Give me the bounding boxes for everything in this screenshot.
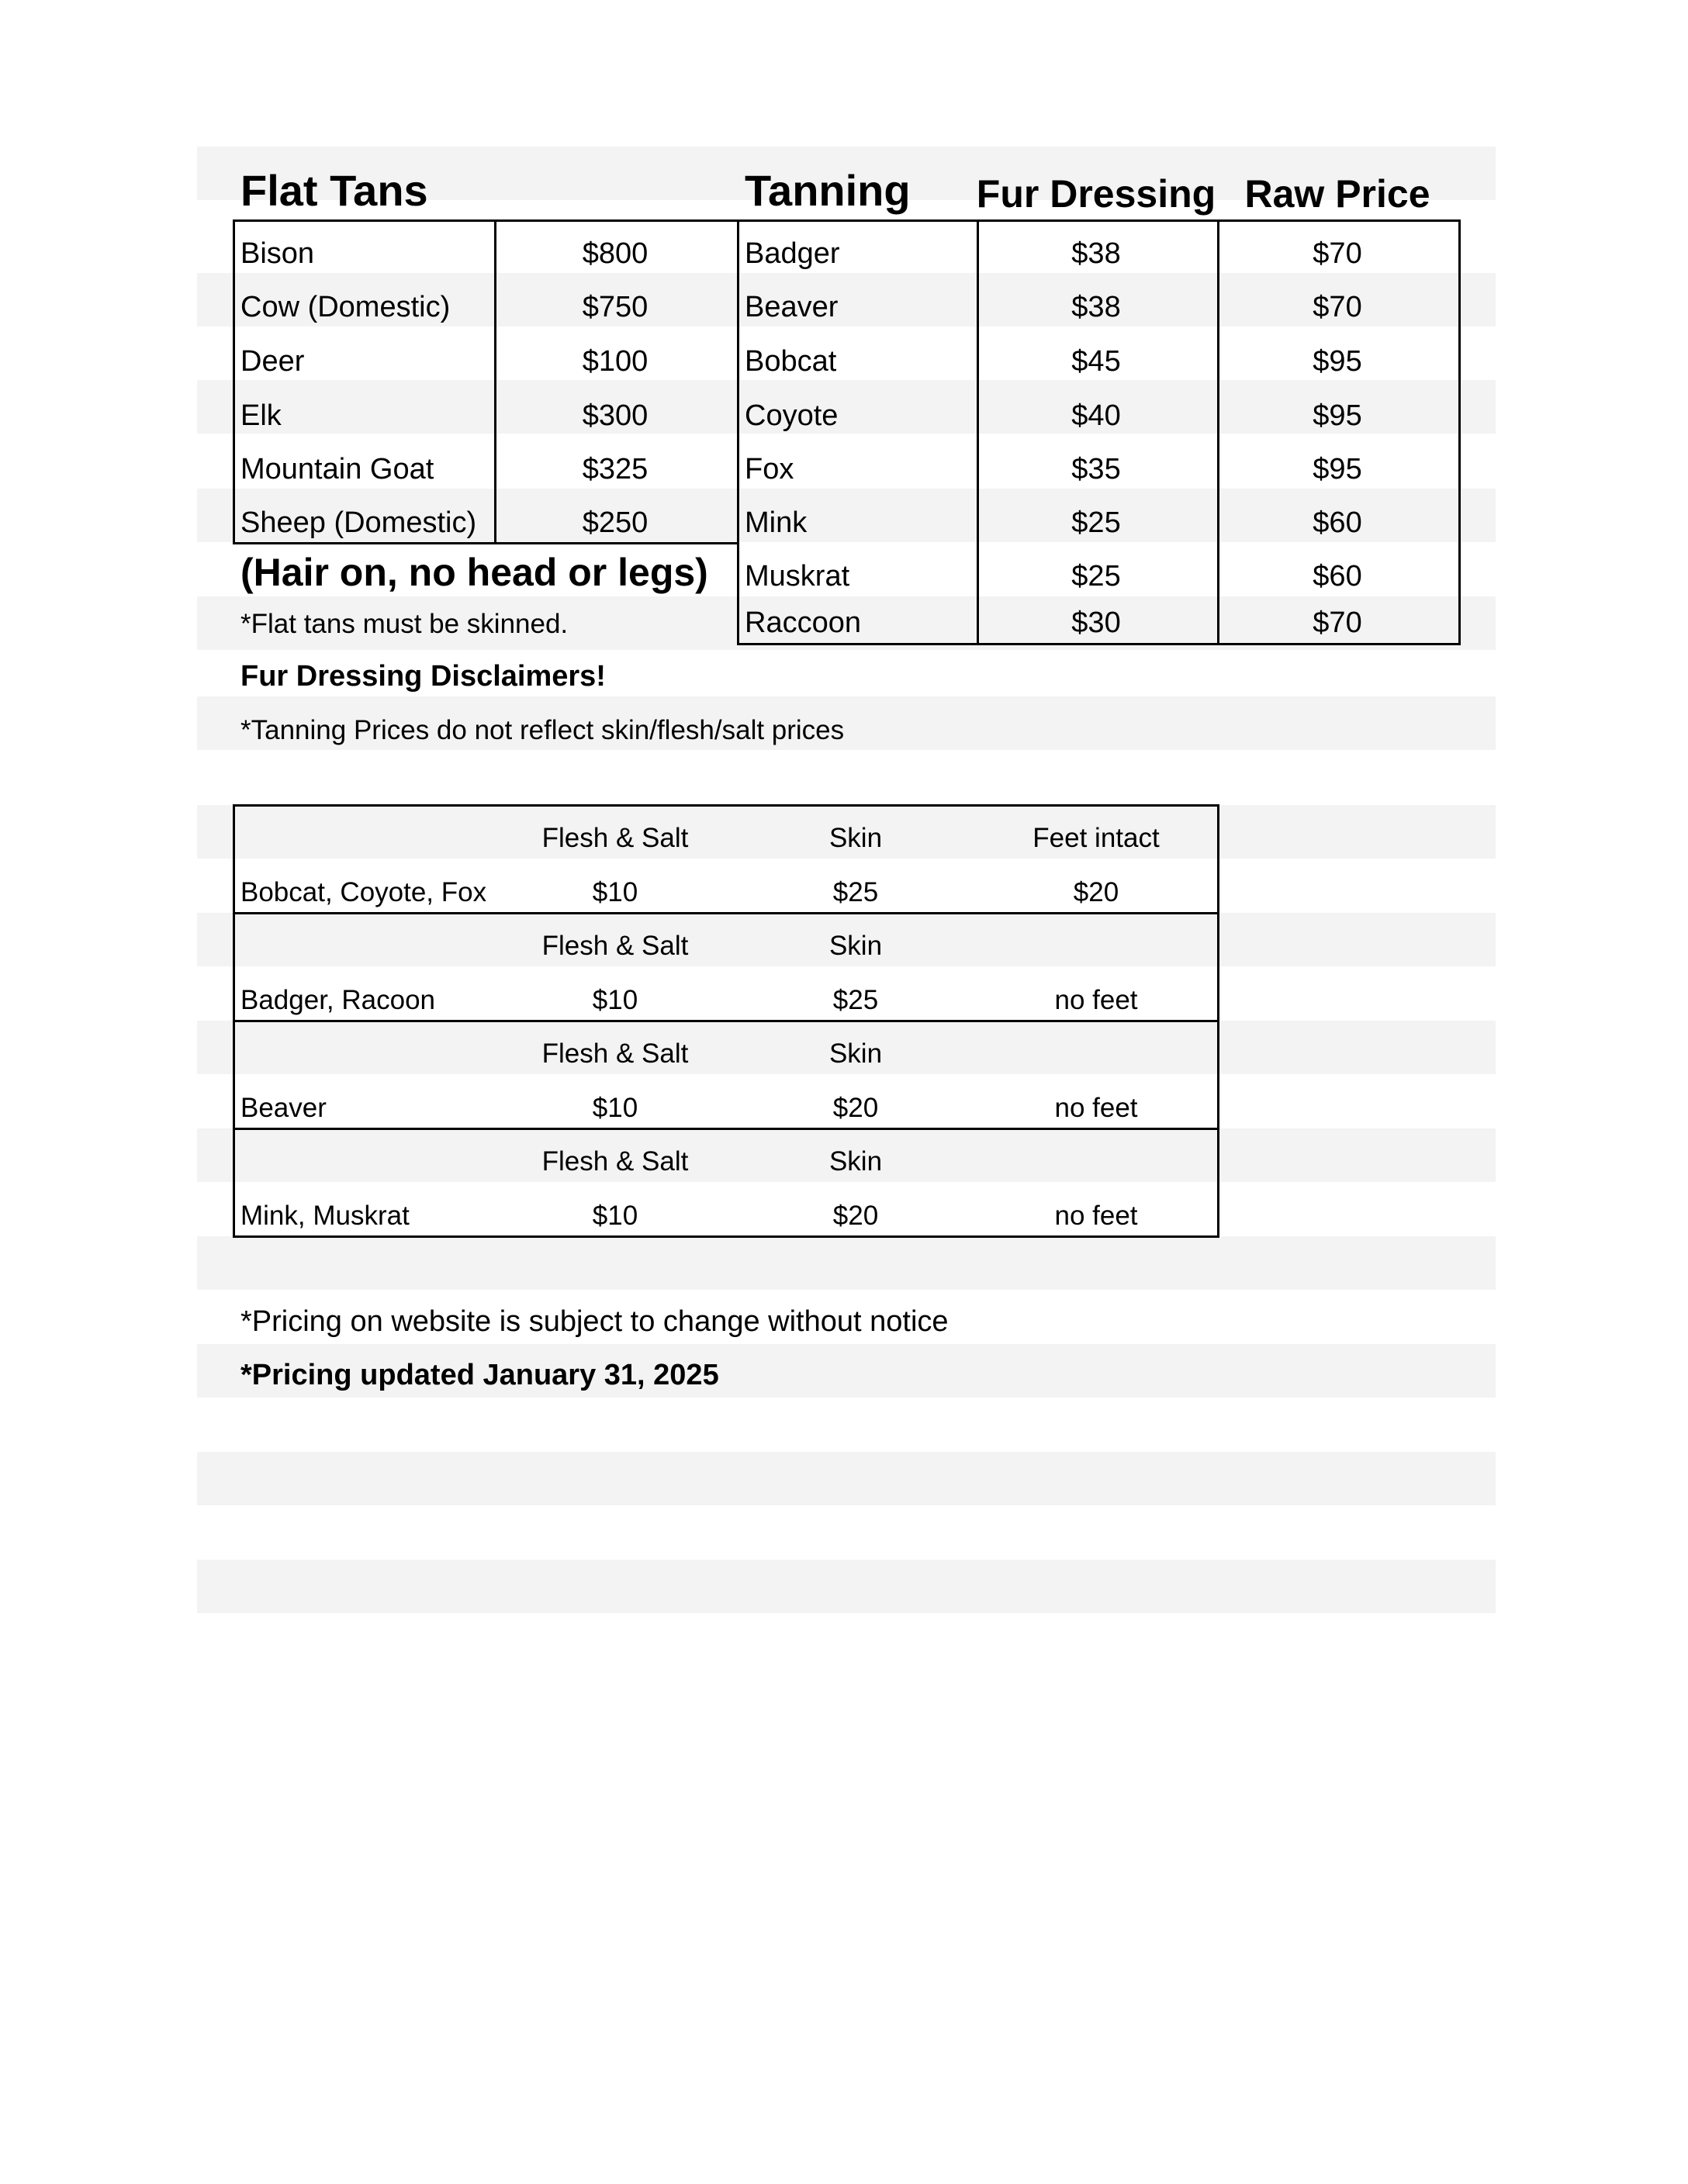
flat-tan-animal: Sheep (Domestic)	[240, 506, 477, 539]
disclaimers-heading: Fur Dressing Disclaimers!	[240, 660, 606, 693]
feet-intact-header: Feet intact	[1033, 823, 1160, 853]
fur-dressing-price: $25	[1071, 560, 1121, 593]
feet-price: $20	[1073, 877, 1119, 907]
fur-dressing-price: $45	[1071, 345, 1121, 378]
raw-price: $95	[1313, 399, 1362, 432]
flat-tan-price: $325	[582, 453, 649, 486]
tanning-animal: Raccoon	[745, 606, 861, 639]
feet-price: no feet	[1054, 1201, 1138, 1231]
feet-price: no feet	[1054, 985, 1138, 1015]
white-cell	[495, 967, 977, 1021]
flat-tans-divider	[494, 219, 496, 544]
hair-on-note: (Hair on, no head or legs)	[240, 551, 708, 594]
flat-tan-animal: Elk	[240, 399, 282, 432]
extras-animals: Badger, Racoon	[240, 985, 436, 1015]
skin-price: $20	[832, 1201, 879, 1231]
flesh-salt-price: $10	[592, 1093, 638, 1123]
raw-price: $60	[1313, 506, 1362, 539]
tanning-animal: Fox	[745, 453, 794, 486]
flat-tans-title: Flat Tans	[240, 166, 428, 215]
extras-left-border	[233, 804, 235, 1238]
flat-tan-price: $300	[582, 399, 649, 432]
flat-tans-top-border	[233, 219, 738, 222]
skin-header: Skin	[828, 1038, 883, 1069]
flat-tan-price: $750	[582, 291, 649, 323]
flesh-salt-price: $10	[592, 877, 638, 907]
tanning-animal: Beaver	[745, 291, 839, 323]
tanning-left-border	[737, 219, 739, 645]
flesh-salt-price: $10	[592, 985, 638, 1015]
feet-price: no feet	[1054, 1093, 1138, 1123]
tanning-animal: Bobcat	[745, 345, 837, 378]
flat-tan-animal: Mountain Goat	[240, 453, 434, 486]
tanning-animal: Mink	[745, 506, 808, 539]
tanning-animal: Badger	[745, 237, 840, 270]
extras-border	[233, 1128, 1219, 1130]
tanning-animal: Coyote	[745, 399, 839, 432]
fur-dressing-price: $25	[1071, 506, 1121, 539]
band-row	[197, 1452, 1496, 1505]
flat-tans-skinned-note: *Flat tans must be skinned.	[240, 609, 569, 639]
band-row	[197, 1236, 1496, 1290]
flesh-salt-header: Flesh & Salt	[541, 1038, 689, 1069]
band-row	[197, 380, 1496, 434]
raw-price: $95	[1313, 453, 1362, 486]
flesh-salt-header: Flesh & Salt	[541, 823, 689, 853]
tanning-bottom-border	[737, 643, 1461, 645]
pricing-change-notice: *Pricing on website is subject to change without notice	[240, 1305, 949, 1338]
extras-border	[233, 912, 1219, 914]
pricing-updated: *Pricing updated January 31, 2025	[240, 1359, 719, 1391]
flat-tan-price: $100	[582, 345, 649, 378]
tanning-divider	[1217, 219, 1219, 645]
tanning-right-border	[1458, 219, 1461, 645]
extras-border	[233, 1235, 1219, 1238]
extras-border	[233, 1020, 1219, 1022]
tanning-title: Tanning	[745, 166, 911, 215]
raw-price: $70	[1313, 237, 1362, 270]
extras-animals: Mink, Muskrat	[240, 1201, 410, 1231]
skin-price: $25	[832, 877, 879, 907]
flat-tan-animal: Cow (Domestic)	[240, 291, 451, 323]
tanning-divider	[977, 219, 979, 645]
extras-animals: Beaver	[240, 1093, 327, 1123]
flat-tan-price: $250	[582, 506, 649, 539]
skin-price: $20	[832, 1093, 879, 1123]
raw-price: $70	[1313, 291, 1362, 323]
flesh-salt-price: $10	[592, 1201, 638, 1231]
skin-header: Skin	[828, 931, 883, 961]
flat-tan-animal: Bison	[240, 237, 315, 270]
flat-tan-price: $800	[582, 237, 649, 270]
fur-dressing-price: $35	[1071, 453, 1121, 486]
fur-dressing-price: $40	[1071, 399, 1121, 432]
skin-header: Skin	[828, 1146, 883, 1177]
raw-price-header: Raw Price	[1244, 172, 1430, 216]
flesh-salt-header: Flesh & Salt	[541, 931, 689, 961]
extras-animals: Bobcat, Coyote, Fox	[240, 877, 487, 907]
flat-tans-left-border	[233, 219, 235, 544]
skin-header: Skin	[828, 823, 883, 853]
white-cell	[495, 1183, 977, 1236]
extras-right-border	[1217, 804, 1219, 1238]
tanning-top-border	[737, 219, 1461, 222]
raw-price: $60	[1313, 560, 1362, 593]
white-cell	[495, 859, 977, 913]
flat-tan-animal: Deer	[240, 345, 305, 378]
raw-price: $95	[1313, 345, 1362, 378]
disclaimers-note: *Tanning Prices do not reflect skin/flesh/salt prices	[240, 715, 845, 745]
fur-dressing-price: $30	[1071, 606, 1121, 639]
extras-border	[233, 804, 1219, 807]
flat-tans-bottom-border	[233, 542, 738, 544]
white-cell	[495, 1075, 977, 1128]
band-row	[197, 1560, 1496, 1613]
fur-dressing-price: $38	[1071, 291, 1121, 323]
fur-dressing-price: $38	[1071, 237, 1121, 270]
flesh-salt-header: Flesh & Salt	[541, 1146, 689, 1177]
raw-price: $70	[1313, 606, 1362, 639]
tanning-animal: Muskrat	[745, 560, 850, 593]
skin-price: $25	[832, 985, 879, 1015]
fur-dressing-header: Fur Dressing	[976, 172, 1216, 216]
